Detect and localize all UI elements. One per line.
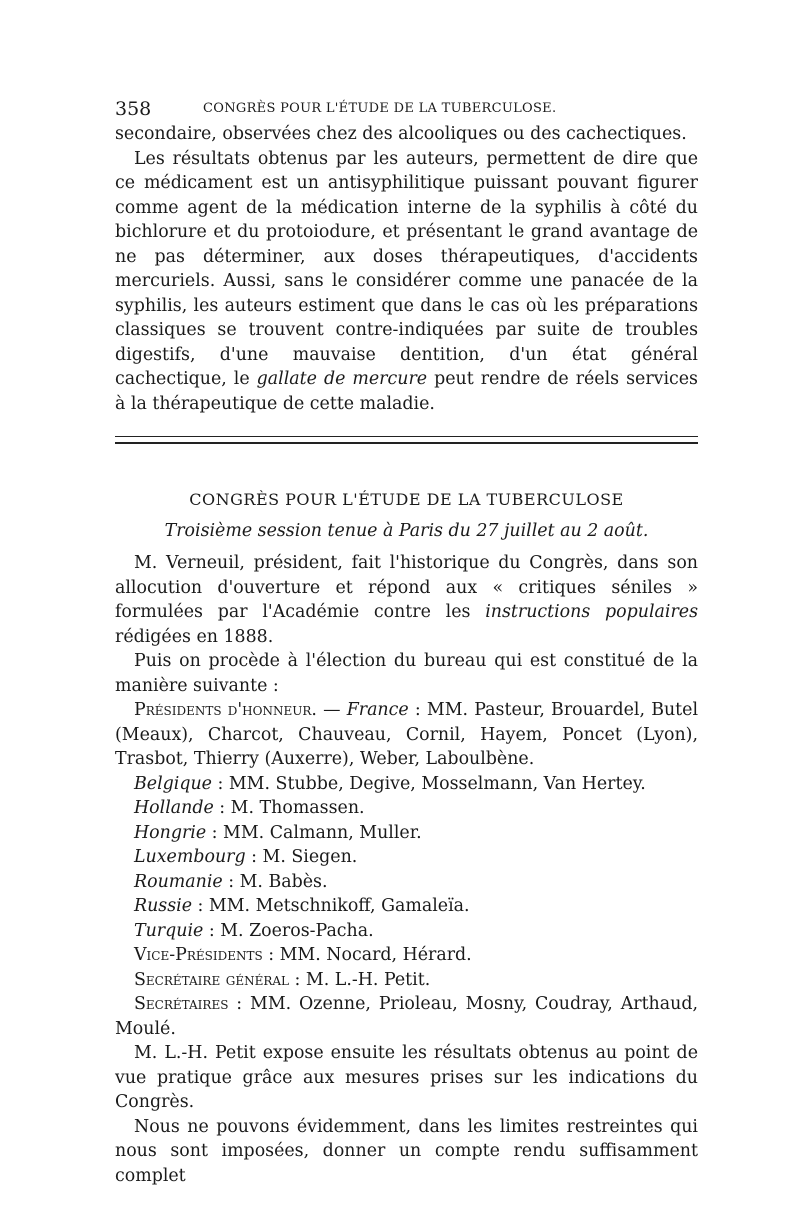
secgen-label: Secrétaire général (134, 969, 290, 990)
country-names: : M. Thomassen. (213, 798, 365, 818)
paragraph-limits: Nous ne pouvons évidemment, dans les limites restreintes qui nous sont imposées, donner un compte rendu suffisamment complet (115, 1116, 698, 1186)
country-line (115, 845, 698, 870)
country-label: Roumanie (134, 871, 223, 892)
rule-line-thick (115, 442, 698, 444)
country-names: : MM. Metschnikoff, Gamaleïa. (192, 896, 470, 916)
sec-names: : MM. Ozenne, Prioleau, Mosny, Coudray, Arthaud, Moulé. (115, 994, 698, 1039)
paragraph-continued: secondaire, observées chez des alcooliques ou des cachectiques. (115, 124, 687, 144)
country-line (115, 772, 698, 797)
country-line (115, 894, 698, 919)
country-label: Turquie (134, 920, 204, 941)
results-text-end: peut rendre de réels services à la thérapeutique de cette maladie. (115, 369, 698, 414)
running-title: CONGRÈS POUR L'ÉTUDE DE LA TUBERCULOSE. (203, 101, 557, 116)
paragraph-election: Puis on procède à l'élection du bureau qui est constitué de la manière suivante : (115, 651, 698, 696)
instructions-term: instructions populaires (485, 602, 699, 622)
country-line (115, 821, 698, 846)
paragraph-results (115, 147, 698, 417)
vice-presidents (115, 943, 698, 968)
country-label: Hongrie (134, 822, 207, 843)
rule-line-thin (115, 436, 698, 437)
paragraph-verneuil (115, 551, 698, 649)
country-names: : M. Zoeros-Pacha. (203, 920, 374, 941)
vice-label: Vice-Présidents (134, 945, 263, 965)
france-names: : MM. Pasteur, Brouardel, Butel (Meaux), Charcot, Chauveau, Cornil, Hayem, Poncet (Lyon), Trasbot, Thierry (Auxerre), Weber, Laboulbène. (115, 700, 699, 769)
secgen-names: : M. L.-H. Petit. (289, 969, 431, 990)
running-head (115, 92, 698, 122)
section-subtitle: Troisième session tenue à Paris du 27 juillet au 2 août. (164, 521, 649, 541)
france-label: France (346, 700, 409, 720)
country-names: : M. Babès. (222, 871, 328, 892)
country-names: : MM. Stubbe, Degive, Mosselmann, Van Hertey. (211, 773, 646, 794)
country-label: Hollande (134, 798, 214, 818)
secretary-general (115, 968, 698, 993)
verneuil-text-end: rédigées en 1888. (115, 626, 274, 647)
page-number: 358 (115, 98, 152, 120)
country-line (115, 919, 698, 944)
country-label: Belgique (134, 773, 212, 794)
country-label: Russie (134, 896, 192, 916)
sec-label: Secrétaires (134, 994, 229, 1014)
honor-dash: — (316, 700, 347, 720)
honor-label: Présidents d'honneur. (134, 700, 317, 720)
page (115, 92, 698, 1188)
section-title: CONGRÈS POUR L'ÉTUDE DE LA TUBERCULOSE (189, 490, 624, 509)
verneuil-text: M. Verneuil, président, fait l'historique du Congrès, dans son allocution d'ouverture et répond aux « critiques séniles » formulées par l'Académie contre les (115, 553, 698, 622)
country-line (115, 870, 698, 895)
country-names: : MM. Calmann, Muller. (206, 822, 422, 843)
vice-names: : MM. Nocard, Hérard. (262, 945, 472, 965)
country-label: Luxembourg (134, 847, 246, 867)
secretaries (115, 992, 698, 1041)
double-rule-divider (115, 436, 698, 446)
results-text: Les résultats obtenus par les auteurs, permettent de dire que ce médicament est un antisyphilitique puissant pouvant figurer comme agent de la médication interne de la syphilis à côté du bichlorure et du protoiodure, et présentant le grand avantage de ne pas déterminer, aux doses thérapeutiques, d'accidents mercuriels. Aussi, sans le considérer comme une panacée de la syphilis, les auteurs estiment que dans le cas où les préparations classiques se trouvent contre-indiquées par suite de troubles digestifs, d'une mauvaise dentition, d'un état général cachectique, le (115, 148, 698, 389)
honorary-presidents (115, 698, 698, 772)
country-names: : M. Siegen. (245, 847, 358, 867)
gallate-term: gallate de mercure (256, 369, 428, 389)
paragraph-petit: M. L.-H. Petit expose ensuite les résultats obtenus au point de vue pratique grâce aux mesures prises sur les indications du Congrès. (115, 1043, 698, 1112)
country-line (115, 796, 698, 821)
